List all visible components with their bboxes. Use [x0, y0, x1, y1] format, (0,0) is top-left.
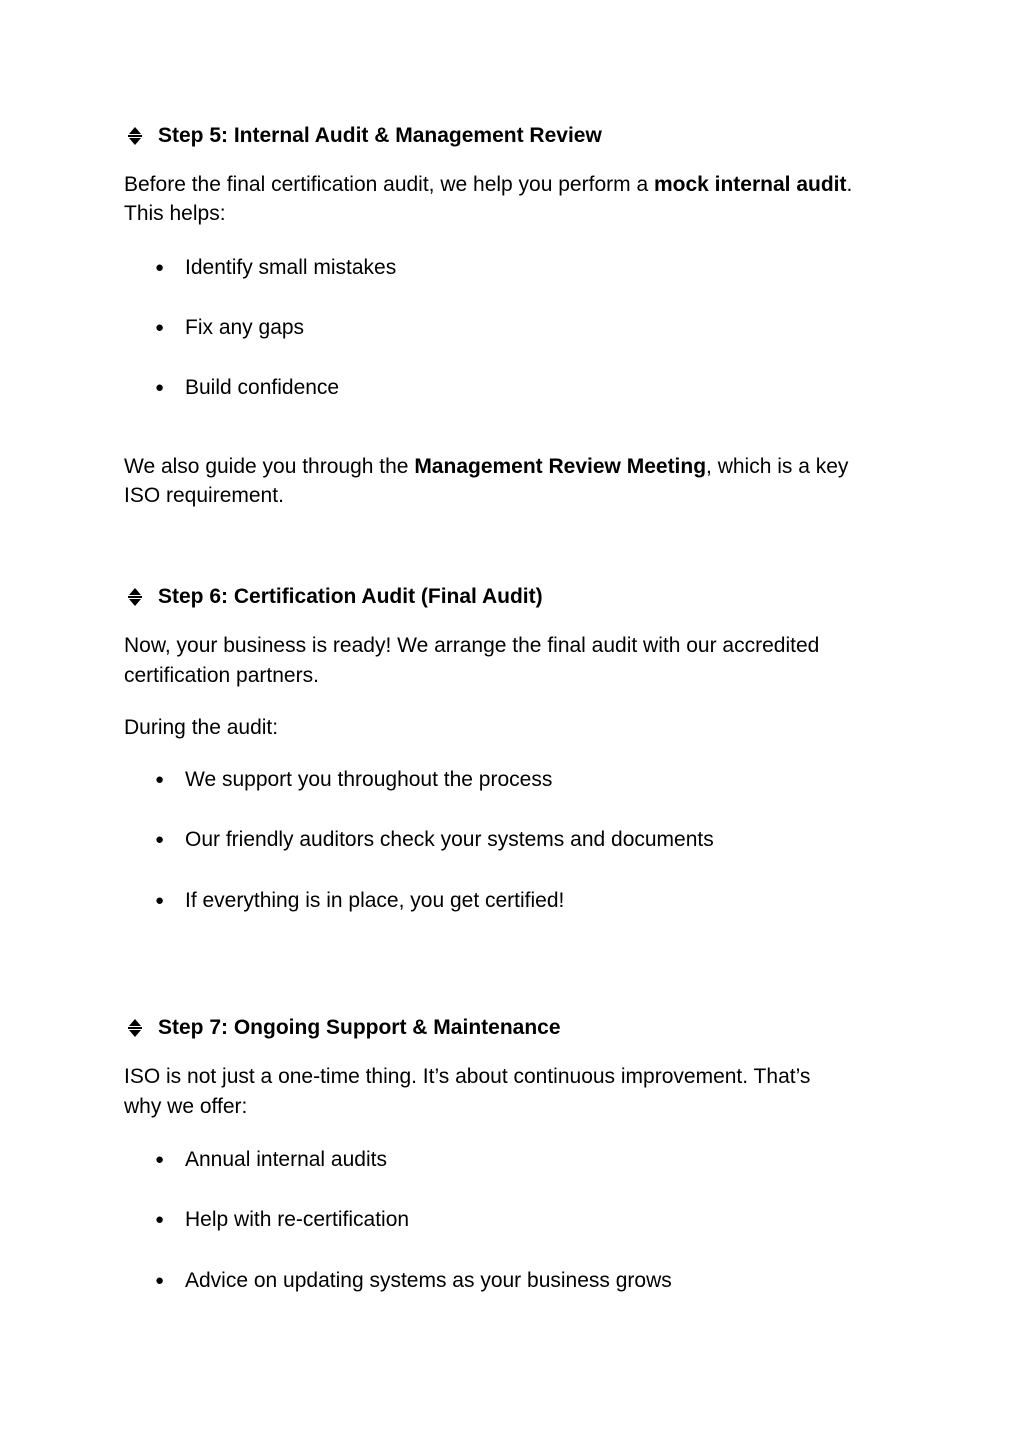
list-item: [155, 375, 755, 401]
step7-heading: [125, 1015, 825, 1041]
list-item: [155, 315, 755, 341]
bullet-icon: ●: [155, 1151, 165, 1168]
list-item-text: Annual internal audits: [185, 1148, 387, 1171]
step5-heading-text: Step 5: Internal Audit & Management Review: [158, 124, 602, 147]
step6-during: During the audit:: [124, 716, 279, 739]
step5-heading: [125, 123, 825, 149]
step7-intro-line1: ISO is not just a one-time thing. It’s about continuous improvement. That’s: [124, 1065, 811, 1088]
step6-heading-text: Step 6: Certification Audit (Final Audit): [158, 585, 543, 608]
list-item: [155, 255, 755, 281]
list-item-text: Build confidence: [185, 376, 340, 399]
list-item: [155, 767, 855, 793]
diamond-with-bar-icon: [125, 1015, 145, 1041]
list-item: [155, 1268, 855, 1294]
step7-heading-text: Step 7: Ongoing Support & Maintenance: [158, 1016, 561, 1039]
bullet-icon: ●: [155, 1272, 165, 1289]
list-item: [155, 827, 855, 853]
step5-intro-period: .: [846, 173, 853, 196]
diamond-with-bar-icon: [125, 584, 145, 610]
step7-intro-line2: why we offer:: [124, 1095, 248, 1118]
bullet-icon: ●: [155, 319, 165, 336]
list-item: [155, 1147, 855, 1173]
step5-closing-text: We also guide you through the: [124, 455, 415, 478]
list-item-text: Identify small mistakes: [185, 256, 397, 279]
step5-closing-bold: Management Review Meeting: [414, 455, 707, 478]
bullet-icon: ●: [155, 831, 165, 848]
bullet-icon: ●: [155, 892, 165, 909]
step5-closing-line1: [124, 452, 848, 482]
bullet-icon: ●: [155, 771, 165, 788]
step5-intro-bold: mock internal audit: [653, 173, 847, 196]
list-item-text: Our friendly auditors check your systems and documents: [185, 828, 714, 851]
list-item: [155, 1207, 855, 1233]
step5-intro-text: Before the final certification audit, we help you perform a: [124, 173, 654, 196]
step5-closing-line2: ISO requirement.: [124, 484, 284, 507]
step6-heading: [125, 584, 825, 610]
bullet-icon: ●: [155, 259, 165, 276]
list-item-text: We support you throughout the process: [185, 768, 553, 791]
list-item-text: Fix any gaps: [185, 316, 305, 339]
list-item: [155, 888, 855, 914]
bullet-icon: ●: [155, 379, 165, 396]
step5-intro-line2: This helps:: [124, 202, 226, 225]
step5-closing-tail: , which is a key: [706, 455, 849, 478]
bullet-icon: ●: [155, 1211, 165, 1228]
step5-intro-line1: [124, 170, 852, 200]
step6-intro-line2: certification partners.: [124, 664, 319, 687]
diamond-with-bar-icon: [125, 123, 145, 149]
list-item-text: Advice on updating systems as your business grows: [185, 1269, 672, 1292]
step6-intro-line1: Now, your business is ready! We arrange the final audit with our accredited: [124, 634, 820, 657]
list-item-text: If everything is in place, you get certified!: [185, 889, 565, 912]
list-item-text: Help with re-certification: [185, 1208, 410, 1231]
